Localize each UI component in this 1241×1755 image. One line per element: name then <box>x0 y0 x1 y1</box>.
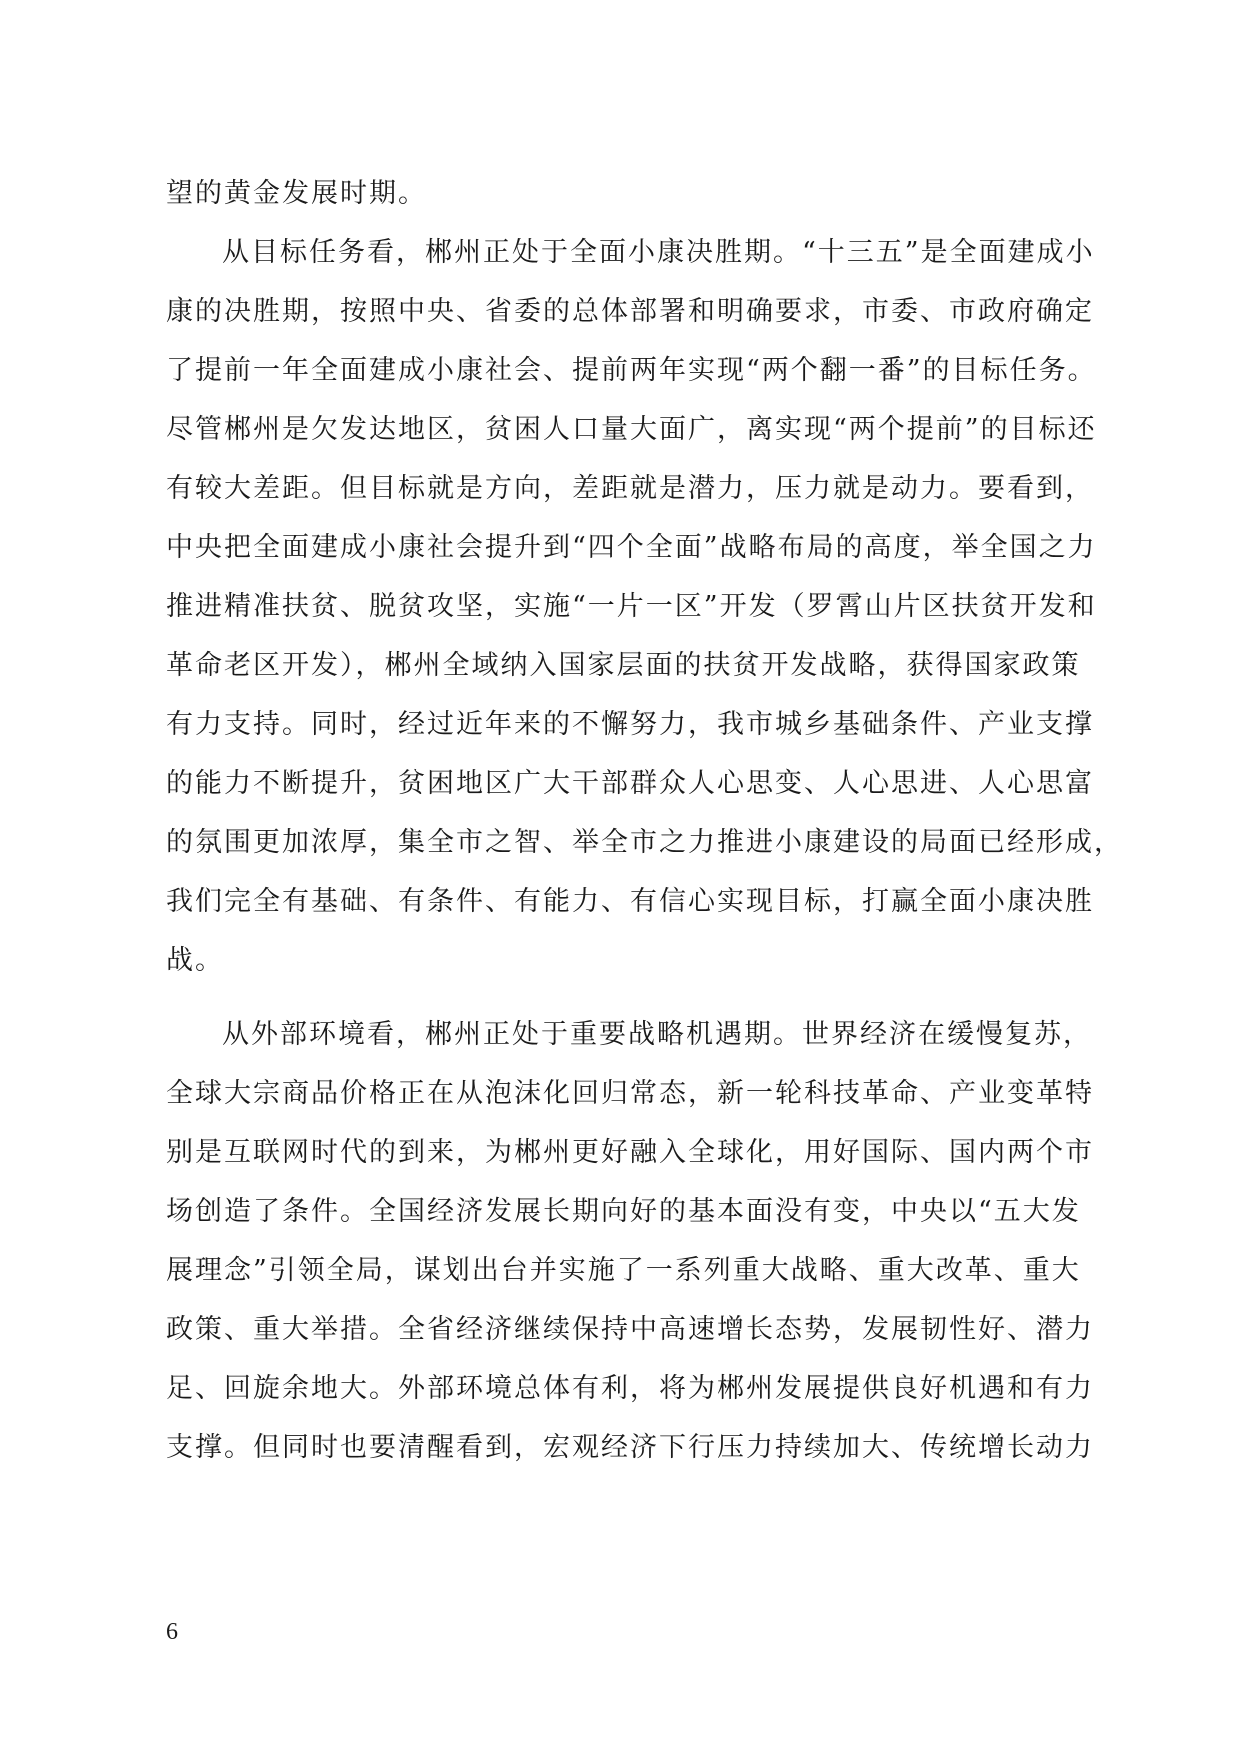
text-line: 的能力不断提升，贫困地区广大干部群众人心思变、人心思进、人心思富 <box>166 768 1094 799</box>
text-line: 全球大宗商品价格正在从泡沫化回归常态，新一轮科技革命、产业变革特 <box>166 1078 1094 1109</box>
page-number: 6 <box>166 1619 178 1645</box>
text-line: 尽管郴州是欠发达地区，贫困人口量大面广，离实现“两个提前”的目标还 <box>166 414 1097 445</box>
text-line: 场创造了条件。全国经济发展长期向好的基本面没有变，中央以“五大发 <box>166 1196 1081 1227</box>
paragraph-first-line: 从外部环境看，郴州正处于重要战略机遇期。世界经济在缓慢复苏， <box>222 1019 1092 1050</box>
text-line: 别是互联网时代的到来，为郴州更好融入全球化，用好国际、国内两个市 <box>166 1137 1094 1168</box>
text-line: 足、回旋余地大。外部环境总体有利，将为郴州发展提供良好机遇和有力 <box>166 1373 1094 1404</box>
text-line: 我们完全有基础、有条件、有能力、有信心实现目标，打赢全面小康决胜 <box>166 886 1094 917</box>
text-line: 有较大差距。但目标就是方向，差距就是潜力，压力就是动力。要看到， <box>166 473 1094 504</box>
text-line: 了提前一年全面建成小康社会、提前两年实现“两个翻一番”的目标任务。 <box>166 355 1097 386</box>
text-line: 的氛围更加浓厚，集全市之智、举全市之力推进小康建设的局面已经形成， <box>166 827 1123 858</box>
text-line: 有力支持。同时，经过近年来的不懈努力，我市城乡基础条件、产业支撑 <box>166 709 1094 740</box>
paragraph-first-line: 从目标任务看，郴州正处于全面小康决胜期。“十三五”是全面建成小 <box>222 237 1095 268</box>
text-line: 战。 <box>166 945 224 976</box>
text-line: 政策、重大举措。全省经济继续保持中高速增长态势，发展韧性好、潜力 <box>166 1314 1094 1345</box>
text-line: 望的黄金发展时期。 <box>166 178 427 209</box>
text-line: 展理念”引领全局，谋划出台并实施了一系列重大战略、重大改革、重大 <box>166 1255 1081 1286</box>
text-line: 康的决胜期，按照中央、省委的总体部署和明确要求，市委、市政府确定 <box>166 296 1094 327</box>
text-line: 革命老区开发），郴州全域纳入国家层面的扶贫开发战略，获得国家政策 <box>166 650 1081 681</box>
text-line: 支撑。但同时也要清醒看到，宏观经济下行压力持续加大、传统增长动力 <box>166 1432 1094 1463</box>
text-line: 中央把全面建成小康社会提升到“四个全面”战略布局的高度，举全国之力 <box>166 532 1097 563</box>
text-line: 推进精准扶贫、脱贫攻坚，实施“一片一区”开发（罗霄山片区扶贫开发和 <box>166 591 1097 622</box>
